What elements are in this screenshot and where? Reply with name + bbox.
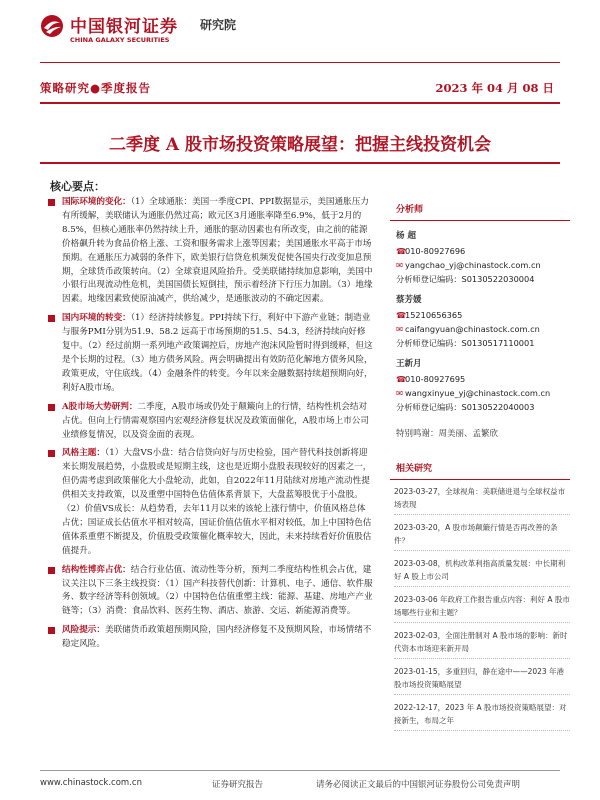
galaxy-logo-icon	[40, 14, 64, 38]
phone-text: 010-80927696	[405, 246, 466, 256]
related-research-heading: 相关研究	[390, 455, 570, 480]
key-point-text: （1）大盘VS小盘：结合信贷向好与历史检验，国产替代科技创新将迎来长期发展趋势，小盘股或是短期主线，这也是近期小盘股表现较好的因素之一，但仍需考虑到政策催化大小盘轮动，此如，自2022年11月陆续对房地产流动性提供相关支持政策，以及重塑中国特色估值体系背景下，大盘蓝筹股优于小盘股。（2）价值VS成长：从趋势看，去年11月以来的该轮上涨行情中，价值风格总体占优；国证成长估值水平相对较高，国证价值估值水平相对较低，加上中国特色估值体系重塑不断提及，价值股受政策催化概率较大，因此，未来持续看好价值股估值提升。	[62, 448, 372, 556]
mail-icon: ✉	[396, 324, 403, 334]
analyst-name: 王新月	[396, 359, 422, 369]
key-point-paragraph	[48, 312, 374, 395]
related-research-item[interactable]: 2023-01-15，多重回归，静在途中——2023 年港股市场投资策略展望	[394, 666, 570, 695]
report-title: 二季度 A 股市场投资策略展望：把握主线投资机会	[108, 135, 492, 155]
title-divider	[40, 162, 560, 164]
analyst-card	[390, 229, 570, 285]
key-point-text: 结合行业估值、流动性等分析，预判二季度结构性机会占优，建议关注以下三条主线投资：（1）国产科技替代创新：计算机、电子、通信、软件服务、数字经济等科创领域。（2）中国特色估值重塑主线：能源、基建、房地产产业链等；（3）消费：食品饮料、医药生物、酒店、旅游、交运、新能源消费等。	[62, 564, 373, 617]
company-logo	[40, 10, 260, 50]
related-research-item[interactable]: 2023-03-08，机构改革利指高质量发展：中长期利好 A 股上市公司	[394, 558, 570, 587]
analyst-phone	[396, 246, 570, 256]
bullet-square-icon	[48, 567, 55, 574]
key-points-body	[48, 196, 374, 657]
key-points-heading: 核心要点：	[50, 180, 105, 193]
institute-label: 研究院	[200, 18, 237, 32]
mail-icon: ✉	[396, 260, 403, 270]
bullet-square-icon	[48, 450, 55, 457]
logo-chinese-name: 中国银河证券	[70, 17, 178, 37]
analyst-name: 杨 超	[396, 231, 416, 241]
key-point-paragraph	[48, 401, 374, 443]
header-divider	[40, 62, 560, 63]
analyst-card	[390, 357, 570, 413]
footer-website-link[interactable]: www.chinastock.com.cn	[40, 778, 142, 788]
key-point-lead: 国际环境的变化：	[62, 197, 131, 207]
key-point-text: 美联储货币政策超预期风险，国内经济修复不及预期风险，市场情绪不稳定风险。	[62, 625, 372, 650]
analyst-email[interactable]	[396, 260, 570, 270]
key-point-paragraph	[48, 447, 374, 558]
sidebar	[390, 196, 570, 738]
email-link[interactable]: wangxinyue_yj@chinastock.com.cn	[405, 388, 551, 398]
related-research-item[interactable]: 2022-12-17，2023 年 A 股市场投资策略展望：对接新生，布局之年	[394, 702, 570, 731]
bullet-square-icon	[48, 404, 55, 411]
related-research-item[interactable]: 2023-02-03，全面注册制对 A 股市场的影响：新时代资本市场迎来新开局	[394, 630, 570, 659]
key-point-text: 二季度，A股市场或仍处于颠簸向上的行情，结构性机会结对占优。但向上行情需观察国内宏观经济修复状况及政策面催化，A股市场上市公司业绩修复情况，以及资金面的表现。	[62, 401, 369, 440]
footer-disclaimer: 请务必阅读正文最后的中国银河证券股份公司免责声明	[316, 780, 521, 790]
analyst-name: 蔡芳媛	[396, 295, 422, 305]
footer-report-type: 证券研究报告	[212, 780, 264, 790]
email-link[interactable]: caifangyuan@chinastock.com.cn	[405, 324, 540, 334]
key-point-paragraph	[48, 624, 374, 652]
key-point-lead: 结构性博弈占优：	[62, 564, 131, 575]
phone-text: 010-80927695	[405, 374, 466, 384]
key-point-lead: 国内环境的转变：	[62, 313, 131, 324]
analyst-card	[390, 293, 570, 349]
mail-icon: ✉	[396, 388, 403, 398]
key-point-lead: 风格主题：	[62, 448, 105, 459]
bullet-square-icon	[48, 315, 55, 322]
key-point-paragraph	[48, 196, 374, 307]
key-point-lead: A股市场大势研判：	[62, 401, 138, 412]
key-point-text: （1）经济持续修复。PPI持续下行，利好中下游产业链；制造业与服务PMI分别为51.9、58.2 远高于市场预期的51.5、54.3，经济持续向好修复中。（2）经过前期一系列地产政策调控后，房地产泡沫风险暂时得到缓释，但这是个长期的过程。（3）地方债务风险。两会明确提出有效防范化解地方债务风险，政策更成，守住底线。（4）金融条件的转变。今年以来金融数据持续超预期向好，利好A股市场。	[62, 313, 373, 393]
related-research-item[interactable]: 2023-03-27，全球视角：美联储进退与全球权益市场表现	[394, 486, 570, 515]
key-point-lead: 风险提示：	[62, 625, 105, 636]
analyst-email[interactable]	[396, 388, 570, 398]
logo-english-name: CHINA GALAXY SECURITIES	[70, 36, 170, 44]
analyst-heading: 分析师	[390, 196, 570, 221]
phone-text: 15210656365	[405, 310, 463, 320]
report-series: 策略研究●季度报告	[40, 81, 152, 95]
report-date: 2023 年 04 月 08 日	[435, 81, 554, 95]
analyst-email[interactable]	[396, 324, 570, 334]
bullet-square-icon	[48, 199, 55, 206]
related-research-item[interactable]: 2023-03-20，A 股市场颠簸行情是否再改善的条件？	[394, 522, 570, 551]
phone-icon: ☎	[396, 310, 407, 320]
special-thanks: 特别鸣谢：周美丽、孟繁欣	[396, 429, 499, 439]
analyst-cert: 分析师登记编码：S0130517110001	[396, 338, 535, 348]
bullet-square-icon	[48, 627, 55, 634]
analyst-phone	[396, 374, 570, 384]
related-research-item[interactable]: 2023-03-06 年政府工作报告重点内容：利好 A 股市场哪些行业和主题？	[394, 594, 570, 623]
key-point-paragraph	[48, 564, 374, 620]
analyst-cert: 分析师登记编码：S0130522030004	[396, 274, 535, 284]
email-link[interactable]: yangchao_yj@chinastock.com.cn	[405, 260, 541, 270]
analyst-phone	[396, 310, 570, 320]
analyst-cert: 分析师登记编码：S0130522040003	[396, 402, 535, 412]
key-point-text: （1）全球通胀：美国一季度CPI、PPI数据显示，美国通胀压力有所缓解，美联储认为通胀仍然过高；欧元区3月通胀率降至6.9%，低于2月的8.5%，但核心通胀率仍然持续上升，通胀的驱动因素也有所改变，由之前的能源价格飙升转为食品价格上涨、工资和服务需求上涨等因素；美国通胀水平高于市场预期。在通胀压力减弱的条件下，欧美银行信贷危机频发促使各国央行改变加息预期，全球货币政策转向。（2）全球衰退风险抬升。受美联储持续加息影响，美国中小银行出现流动性危机，美国国债长短倒挂，预示着经济下行压力加剧。（3）地缘因素。地缘因素致使原油减产，供给减少，是通胀波动的不确定因素。	[62, 197, 373, 305]
phone-icon: ☎	[396, 246, 407, 256]
series-divider	[40, 102, 560, 104]
footer-divider	[40, 770, 560, 771]
phone-icon: ☎	[396, 374, 407, 384]
